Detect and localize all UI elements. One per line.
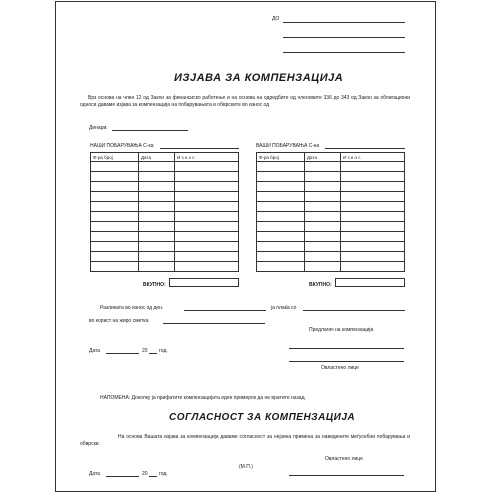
date-label-2: Дата xyxy=(89,471,101,477)
date-cell[interactable] xyxy=(305,242,341,252)
table-row xyxy=(257,182,405,192)
amount-cell[interactable] xyxy=(341,202,405,212)
column-header-date: Дата xyxy=(305,153,341,162)
year-prefix-2: 20 xyxy=(142,471,148,477)
right-total-field[interactable] xyxy=(335,278,405,287)
date-cell[interactable] xyxy=(305,162,341,172)
amount-cell[interactable] xyxy=(341,162,405,172)
amount-cell[interactable] xyxy=(341,222,405,232)
invoice-number-cell[interactable] xyxy=(91,172,139,182)
amount-cell[interactable] xyxy=(341,182,405,192)
amount-cell[interactable] xyxy=(175,252,239,262)
date-label: Дата xyxy=(89,348,101,354)
consent-signature-line[interactable] xyxy=(289,475,404,476)
year-prefix: 20 xyxy=(142,348,148,354)
date-cell[interactable] xyxy=(139,162,175,172)
table-row xyxy=(257,222,405,232)
proposer-signature-line[interactable] xyxy=(289,348,404,349)
invoice-number-cell[interactable] xyxy=(257,232,305,242)
invoice-number-cell[interactable] xyxy=(91,192,139,202)
table-row xyxy=(91,202,239,212)
table-row xyxy=(91,232,239,242)
column-header-amount: И з н о с xyxy=(341,153,405,162)
amount-cell[interactable] xyxy=(175,192,239,202)
table-row xyxy=(257,242,405,252)
year-suffix-2: год. xyxy=(159,471,168,477)
date-field[interactable] xyxy=(106,353,139,354)
difference-label: Разликата во износ од ден. xyxy=(100,305,164,311)
table-row xyxy=(91,252,239,262)
pay-with-field[interactable] xyxy=(303,310,405,311)
date-cell[interactable] xyxy=(305,222,341,232)
account-field[interactable] xyxy=(163,323,265,324)
table-row xyxy=(257,232,405,242)
page-title: ИЗЈАВА ЗА КОМПЕНЗАЦИЈА xyxy=(174,72,344,84)
left-table-header-row xyxy=(91,153,239,162)
date-cell[interactable] xyxy=(139,232,175,242)
invoice-number-cell[interactable] xyxy=(91,202,139,212)
amount-cell[interactable] xyxy=(175,172,239,182)
compensation-form xyxy=(55,1,436,492)
date-cell[interactable] xyxy=(305,252,341,262)
right-table-party-field[interactable] xyxy=(325,148,405,149)
invoice-number-cell[interactable] xyxy=(91,212,139,222)
stamp-label: (М.П.) xyxy=(239,464,253,470)
table-row xyxy=(257,172,405,182)
right-table-caption: ВАШИ ПОБАРУВАЊА С-ка xyxy=(256,143,320,149)
table-row xyxy=(91,262,239,272)
year-suffix: год. xyxy=(159,348,168,354)
pay-with-label: ја плаќа со xyxy=(271,305,297,311)
date-cell[interactable] xyxy=(139,252,175,262)
amount-cell[interactable] xyxy=(341,212,405,222)
note-text: НАПОМЕНА: Доколку ја прифатите компензацијата еден примерок да не вратите назад. xyxy=(100,395,306,401)
year-field[interactable] xyxy=(149,353,157,354)
to-label: ДО xyxy=(272,16,280,22)
table-row xyxy=(91,212,239,222)
invoice-number-cell[interactable] xyxy=(257,182,305,192)
table-row xyxy=(91,222,239,232)
invoice-number-cell[interactable] xyxy=(91,162,139,172)
column-header-amount: И з н о с xyxy=(175,153,239,162)
recipient-line-1[interactable] xyxy=(283,22,405,23)
amount-cell[interactable] xyxy=(175,212,239,222)
table-row xyxy=(91,172,239,182)
amount-cell[interactable] xyxy=(175,202,239,212)
invoice-number-cell[interactable] xyxy=(91,222,139,232)
date-cell[interactable] xyxy=(305,232,341,242)
table-row xyxy=(257,252,405,262)
table-row xyxy=(257,202,405,212)
date-cell[interactable] xyxy=(305,182,341,192)
invoice-number-cell[interactable] xyxy=(257,212,305,222)
invoice-number-cell[interactable] xyxy=(91,182,139,192)
amount-cell[interactable] xyxy=(341,252,405,262)
column-header-invoice-number: Ф-ра број xyxy=(91,153,139,162)
date-cell[interactable] xyxy=(139,222,175,232)
amount-label: Денари: xyxy=(89,125,108,131)
right-total-label: ВКУПНО: xyxy=(309,282,332,288)
invoice-number-cell[interactable] xyxy=(91,232,139,242)
right-invoice-table xyxy=(256,152,405,272)
amount-field[interactable] xyxy=(112,130,188,131)
authorized-signature-line[interactable] xyxy=(289,361,404,362)
date-cell[interactable] xyxy=(139,182,175,192)
invoice-number-cell[interactable] xyxy=(257,262,305,272)
amount-cell[interactable] xyxy=(175,182,239,192)
table-row xyxy=(257,262,405,272)
right-table-header-row xyxy=(257,153,405,162)
date-cell[interactable] xyxy=(139,202,175,212)
table-row xyxy=(91,242,239,252)
date-cell[interactable] xyxy=(305,202,341,212)
table-row xyxy=(91,182,239,192)
date-cell[interactable] xyxy=(139,242,175,252)
date-cell[interactable] xyxy=(139,262,175,272)
invoice-number-cell[interactable] xyxy=(91,242,139,252)
left-total-label: ВКУПНО: xyxy=(143,282,166,288)
invoice-number-cell[interactable] xyxy=(257,202,305,212)
invoice-number-cell[interactable] xyxy=(91,262,139,272)
invoice-number-cell[interactable] xyxy=(257,252,305,262)
date-cell[interactable] xyxy=(305,212,341,222)
column-header-invoice-number: Ф-ра број xyxy=(257,153,305,162)
left-total-field[interactable] xyxy=(169,278,239,287)
amount-cell[interactable] xyxy=(175,222,239,232)
year-field-2[interactable] xyxy=(149,476,157,477)
amount-cell[interactable] xyxy=(341,172,405,182)
authorized-person-label: Овластено лице xyxy=(321,365,359,371)
consent-paragraph: На основа Вашата изјава за компензација даваме согласност за нејзина примена за наведените меѓусебни побарувања и обврски. xyxy=(80,434,410,447)
account-label: во корист на жиро сметка xyxy=(89,318,149,324)
left-table-caption: НАШИ ПОБАРУВАЊА С-ка xyxy=(90,143,154,149)
date-cell[interactable] xyxy=(305,192,341,202)
invoice-number-cell[interactable] xyxy=(257,192,305,202)
date-cell[interactable] xyxy=(139,192,175,202)
invoice-number-cell[interactable] xyxy=(257,222,305,232)
amount-cell[interactable] xyxy=(341,192,405,202)
date-cell[interactable] xyxy=(305,262,341,272)
date-cell[interactable] xyxy=(139,172,175,182)
table-row xyxy=(91,162,239,172)
column-header-date: Дата xyxy=(139,153,175,162)
invoice-number-cell[interactable] xyxy=(91,252,139,262)
authorized-person-label-2: Овластено лице xyxy=(325,456,363,462)
date-field-2[interactable] xyxy=(106,476,139,477)
amount-cell[interactable] xyxy=(175,162,239,172)
amount-cell[interactable] xyxy=(341,262,405,272)
date-cell[interactable] xyxy=(305,172,341,182)
amount-cell[interactable] xyxy=(341,232,405,242)
table-row xyxy=(91,192,239,202)
recipient-line-3[interactable] xyxy=(283,52,405,53)
date-cell[interactable] xyxy=(139,212,175,222)
amount-cell[interactable] xyxy=(175,262,239,272)
invoice-number-cell[interactable] xyxy=(257,242,305,252)
invoice-number-cell[interactable] xyxy=(257,172,305,182)
table-row xyxy=(257,162,405,172)
left-invoice-table xyxy=(90,152,239,272)
left-table-party-field[interactable] xyxy=(160,148,239,149)
table-row xyxy=(257,212,405,222)
table-row xyxy=(257,192,405,202)
recipient-line-2[interactable] xyxy=(283,37,405,38)
amount-cell[interactable] xyxy=(175,232,239,242)
proposer-label: Предлагач на компензација xyxy=(309,327,374,333)
amount-cell[interactable] xyxy=(341,242,405,252)
consent-title: СОГЛАСНОСТ ЗА КОМПЕНЗАЦИЈА xyxy=(169,412,356,423)
difference-amount-field[interactable] xyxy=(184,310,266,311)
intro-paragraph: Врз основа на член 12 од Закон за финансиско работење и на основа на одредбите од членовите 336 до 343 од Закон за облигациони односи даваме изјава за компензација на побарувањата и обврските во износ од xyxy=(80,95,410,108)
invoice-number-cell[interactable] xyxy=(257,162,305,172)
amount-cell[interactable] xyxy=(175,242,239,252)
